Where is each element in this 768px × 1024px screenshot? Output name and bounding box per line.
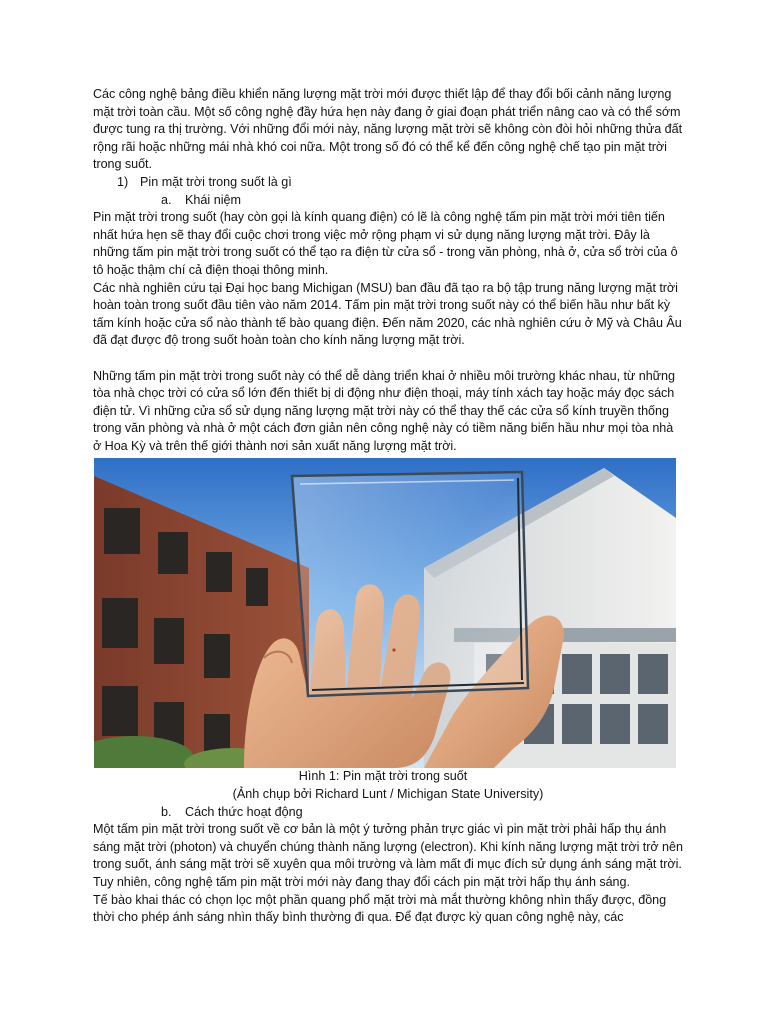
- figure-caption-title: Hình 1: Pin mặt trời trong suốt: [298, 769, 468, 784]
- subsection-b-title: Cách thức hoạt động: [185, 804, 303, 819]
- subsection-a-title: Khái niệm: [185, 192, 242, 207]
- figure-photo: [94, 458, 676, 768]
- paragraph-msu-research: Các nhà nghiên cứu tại Đại học bang Michigan (MSU) ban đầu đã tạo ra bộ tập trung năng lượng mặt trời hoàn toàn trong suốt đầu tiên vào năm 2014. Tấm pin mặt trời trong suốt này có thể biến hầu như bất kỳ tấm kính hoặc cửa sổ nào thành tế bào quang điện. Đến năm 2020, các nhà nghiên cứu ở Mỹ và Châu Âu đã đạt được độ trong suốt hoàn toàn cho kính năng lượng mặt trời.: [93, 280, 682, 348]
- paragraph-selective-harvest: Tế bào khai thác có chọn lọc một phần quang phổ mặt trời mà mắt thường không nhìn thấy được, đồng thời cho phép ánh sáng nhìn thấy bình thường đi qua. Để đạt được kỳ quan công nghệ này, các: [93, 892, 667, 925]
- paragraph-definition: Pin mặt trời trong suốt (hay còn gọi là kính quang điện) có lẽ là công nghệ tấm pin mặt trời mới tiên tiến nhất hứa hẹn sẽ thay đổi cuộc chơi trong việc mở rộng phạm vi sử dụng năng lượng mặt trời. Đây là những tấm pin mặt trời trong suốt có thể tạo ra điện từ cửa sổ - trong văn phòng, nhà ở, cửa sổ trời của ô tô hoặc thậm chí cả điện thoại thông minh.: [93, 210, 678, 277]
- subsection-a-number: a.: [161, 192, 172, 207]
- paragraph-applications: Những tấm pin mặt trời trong suốt này có thể dễ dàng triển khai ở nhiều môi trường khác nhau, từ những tòa nhà chọc trời có cửa sổ lớn đến thiết bị di động như điện thoại, máy tính xách tay hoặc máy đọc sách điện tử. Vì những cửa sổ sử dụng năng lượng mặt trời này có thể thay thế các cửa sổ kính truyền thống trong văn phòng và nhà ở một cách đơn giản nên công nghệ này có tiềm năng biến hầu như mọi tòa nhà ở Hoa Kỳ và trên thế giới thành nơi sản xuất năng lượng mặt trời.: [93, 368, 675, 453]
- subsection-b-number: b.: [161, 804, 172, 819]
- transparent-solar-panel-photo: [94, 458, 676, 768]
- figure-caption-credit: (Ảnh chụp bởi Richard Lunt / Michigan State University): [232, 787, 544, 802]
- document-page: [93, 86, 683, 927]
- intro-paragraph: Các công nghệ bảng điều khiển năng lượng mặt trời mới được thiết lập để thay đổi bối cảnh năng lượng mặt trời toàn cầu. Một số công nghệ đầy hứa hẹn này đang ở giai đoạn phát triển nâng cao và có thể sớm được tung ra thị trường. Với những đổi mới này, năng lượng mặt trời sẽ không còn đòi hỏi những thửa đất rộng rãi hoặc những mái nhà khó coi nữa. Một trong số đó có thể kể đến công nghệ chế tạo pin mặt trời trong suốt.: [93, 87, 683, 172]
- section-1-number: 1): [117, 174, 129, 189]
- section-1-title: Pin mặt trời trong suốt là gì: [140, 174, 292, 189]
- section-1-heading: [93, 174, 683, 192]
- subsection-b-heading: [93, 804, 683, 822]
- transparent-panel: [292, 472, 528, 696]
- blank-line: [93, 350, 683, 368]
- subsection-a-heading: [93, 192, 683, 210]
- paragraph-how-it-works: Một tấm pin mặt trời trong suốt về cơ bản là một ý tưởng phản trực giác vì pin mặt trời phải hấp thụ ánh sáng mặt trời (photon) và chuyển chúng thành năng lượng (electron). Khi kính năng lượng mặt trời trở nên trong suốt, ánh sáng mặt trời sẽ xuyên qua môi trường và làm mất đi mục đích sử dụng ánh sáng mặt trời. Tuy nhiên, công nghệ tấm pin mặt trời mới này đang thay đổi cách pin mặt trời hấp thụ ánh sáng.: [93, 822, 683, 890]
